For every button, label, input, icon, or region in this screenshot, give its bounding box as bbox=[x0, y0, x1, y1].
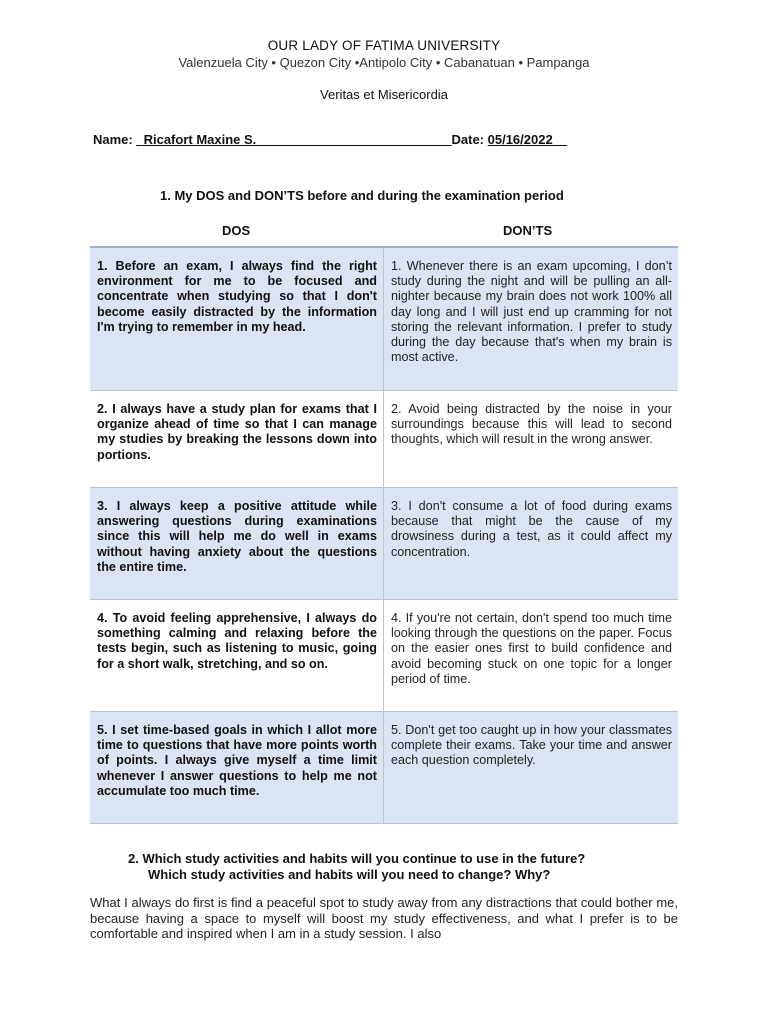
table-row bbox=[90, 391, 678, 488]
dos-donts-table bbox=[90, 246, 678, 824]
table-row bbox=[90, 712, 678, 824]
table-row bbox=[90, 600, 678, 712]
date-label: Date: bbox=[451, 132, 488, 147]
question-1: 1. My DOS and DON’TS before and during the examination period bbox=[160, 188, 564, 203]
dos-cell: 5. I set time-based goals in which I allot more time to questions that have more points worth of points. I always give myself a time limit whenever I answer questions to help me not accumulate too much time. bbox=[90, 712, 384, 824]
campus-list: Valenzuela City • Quezon City •Antipolo City • Cabanatuan • Pampanga bbox=[178, 55, 590, 70]
question-2 bbox=[128, 851, 585, 883]
dos-cell: 2. I always have a study plan for exams that I organize ahead of time so that I can manage my studies by breaking the lessons down into portions. bbox=[90, 391, 384, 488]
name-label: Name: bbox=[93, 132, 137, 147]
table-row bbox=[90, 247, 678, 391]
dos-cell: 4. To avoid feeling apprehensive, I always do something calming and relaxing before the tests begin, such as listening to music, going for a short walk, stretching, and so on. bbox=[90, 600, 384, 712]
motto: Veritas et Misericordia bbox=[320, 87, 448, 102]
name-value: _Ricafort Maxine S.___________________________ bbox=[136, 132, 452, 147]
question-2-line-1: 2. Which study activities and habits will you continue to use in the future? bbox=[128, 851, 586, 866]
question-2-line-2: Which study activities and habits will you need to change? Why? bbox=[148, 867, 551, 882]
donts-cell: 5. Don't get too caught up in how your classmates complete their exams. Take your time and answer each question completely. bbox=[384, 712, 679, 824]
donts-cell: 2. Avoid being distracted by the noise in your surroundings because this will lead to second thoughts, which will result in the wrong answer. bbox=[384, 391, 679, 488]
dos-cell: 3. I always keep a positive attitude while answering questions during examinations since this will help me do well in exams without having anxiety about the questions the entire time. bbox=[90, 488, 384, 600]
donts-cell: 3. I don't consume a lot of food during exams because that might be the cause of my drowsiness during a test, as it could affect my concentration. bbox=[384, 488, 679, 600]
dos-cell: 1. Before an exam, I always find the right environment for me to be focused and concentrate when studying so that I don't become easily distracted by the information I'm trying to remember in my head. bbox=[90, 247, 384, 391]
date-value: 05/16/2022__ bbox=[487, 132, 568, 147]
table-row bbox=[90, 488, 678, 600]
donts-cell: 1. Whenever there is an exam upcoming, I don’t study during the night and will be pulling an all-nighter because my brain does not work 100% all day long and I will just end up cramming for not storing the relevant information. I prefer to study during the day because that's when my brain is most active. bbox=[384, 247, 679, 391]
dos-column-header: DOS bbox=[222, 223, 251, 238]
answer-2-paragraph: What I always do first is find a peaceful spot to study away from any distractions that could bother me, because having a space to myself will boost my study effectiveness, and what I prefer is to be comfortable and inspired when I am in a study session. I also bbox=[90, 895, 678, 941]
name-date-line bbox=[93, 132, 567, 147]
donts-column-header: DON’TS bbox=[503, 223, 553, 238]
university-name: OUR LADY OF FATIMA UNIVERSITY bbox=[267, 38, 501, 53]
donts-cell: 4. If you're not certain, don't spend too much time looking through the questions on the paper. Focus on the easier ones first to build confidence and avoid becoming stuck on one topic for a longer period of time. bbox=[384, 600, 679, 712]
